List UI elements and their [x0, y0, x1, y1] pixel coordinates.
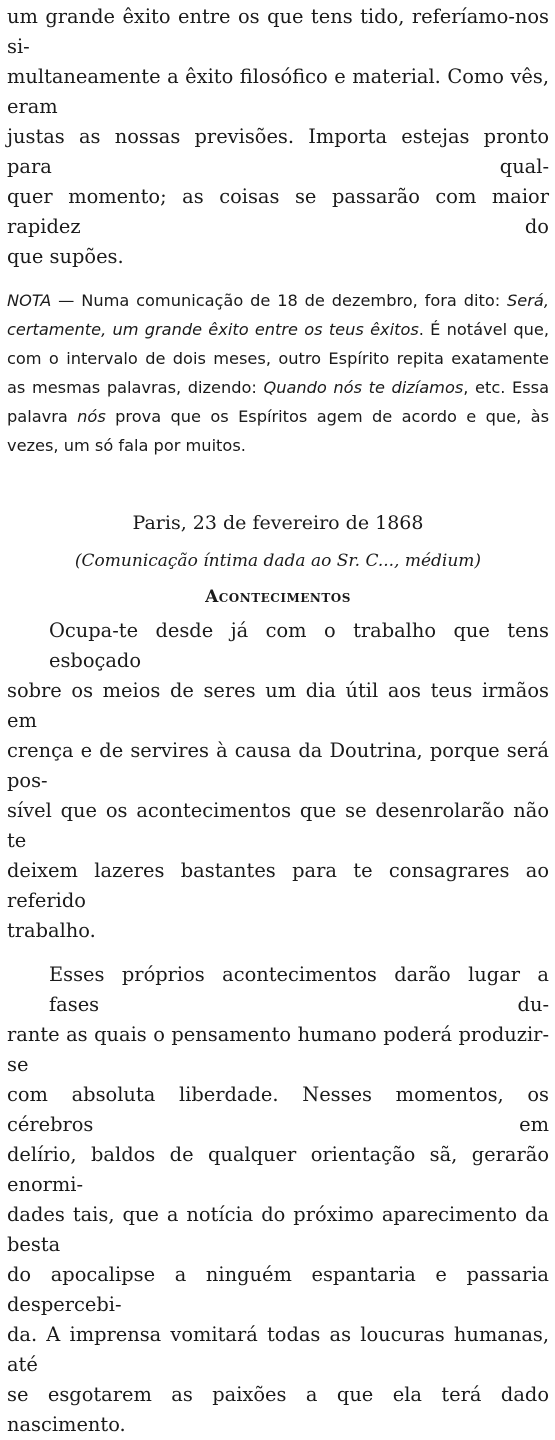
note-quote: Será, certamente, um grande êxito entre os teus êxitos: [7, 291, 549, 339]
note-text: . É notável que, com o intervalo de dois meses, outro Espírito repita exatamente as mesmas palavras, dizendo:: [7, 320, 549, 397]
body-paragraph-2: [7, 960, 549, 1440]
note-label: NOTA: [7, 291, 52, 310]
text-line: dades tais, que a notícia do próximo aparecimento da besta: [7, 1203, 549, 1256]
section-title: Acontecimentos: [205, 587, 351, 607]
text-line: sível que os acontecimentos que se desenrolarão não te: [7, 799, 549, 852]
note-text: — Numa comunicação de 18 de dezembro, fora dito:: [51, 291, 508, 310]
text-line: rante as quais o pensamento humano poderá produzir-se: [7, 1023, 549, 1076]
document-page: [7, 0, 549, 1440]
text-line: Ocupa-te desde já com o trabalho que tens esboçado: [49, 619, 549, 672]
text-line: do apocalipse a ninguém espantaria e passaria despercebi-: [7, 1263, 549, 1316]
note-emphasis: nós: [77, 407, 106, 426]
paragraph-gap: [7, 946, 549, 960]
text-line: que supões.: [7, 245, 124, 268]
text-line: da. A imprensa vomitará todas as loucuras humanas, até: [7, 1323, 549, 1376]
text-line: com absoluta liberdade. Nesses momentos, os cérebros em: [7, 1083, 549, 1136]
note-text: , etc. Essa palavra: [7, 378, 549, 426]
text-line: um grande êxito entre os que tens tido, referíamo-nos si-: [7, 5, 549, 58]
note-quote: Quando nós te dizíamos: [263, 378, 464, 397]
text-line: se esgotarem as paixões a que ela terá dado nascimento.: [7, 1383, 549, 1436]
section-date: Paris, 23 de fevereiro de 1868: [132, 512, 424, 534]
text-line: trabalho.: [7, 919, 96, 942]
body-paragraph-1: [7, 616, 549, 946]
text-line: sobre os meios de seres um dia útil aos teus irmãos em: [7, 679, 549, 732]
text-line: deixem lazeres bastantes para te consagrares ao referido: [7, 859, 549, 912]
editorial-note: [7, 286, 549, 460]
text-line: justas as nossas previsões. Importa estejas pronto para qual-: [7, 125, 549, 178]
section-subtitle: (Comunicação íntima dada ao Sr. C..., médium): [74, 551, 482, 571]
text-line: quer momento; as coisas se passarão com maior rapidez do: [7, 185, 549, 238]
continuation-paragraph: [7, 2, 549, 272]
text-line: Esses próprios acontecimentos darão lugar a fases du-: [49, 963, 549, 1016]
text-line: crença e de servires à causa da Doutrina, porque será pos-: [7, 739, 549, 792]
note-text: prova que os Espíritos agem de acordo e que, às vezes, um só fala por muitos.: [7, 407, 549, 455]
text-line: multaneamente a êxito filosófico e material. Como vês, eram: [7, 65, 549, 118]
text-line: delírio, baldos de qualquer orientação sã, gerarão enormi-: [7, 1143, 549, 1196]
